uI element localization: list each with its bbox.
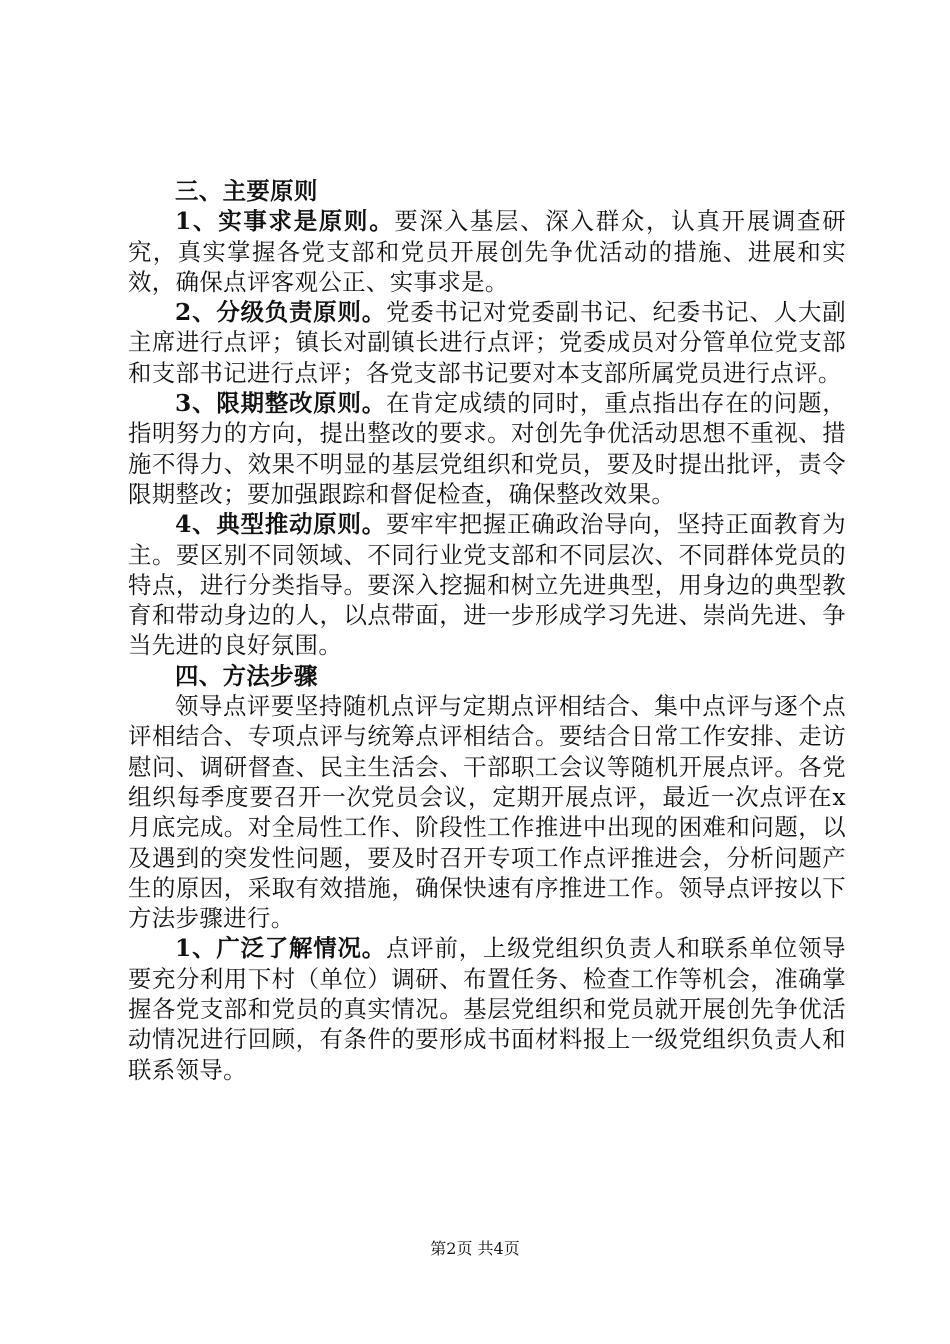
document-body (128, 176, 846, 1085)
paragraph-text: 要牢牢把握正确政治导向，坚持正面教育为主。要区别不同领域、不同行业党支部和不同层次、不同群体党员的特点，进行分类指导。要深入挖掘和树立先进典型，用身边的典型教育和带动身边的人，以点带面，进一步形成学习先进、崇尚先进、争当先进的良好氛围。 (128, 510, 846, 660)
paragraph-lead: 3、限期整改原则。 (175, 389, 386, 418)
page-number-label: 第2页 共4页 (430, 1239, 520, 1258)
paragraph-lead: 1、实事求是原则。 (175, 207, 395, 236)
heading-text: 四、方法步骤 (175, 661, 318, 690)
paragraph-lead: 1、广泛了解情况。 (175, 934, 386, 963)
paragraph-lead: 4、典型推动原则。 (175, 510, 386, 539)
paragraph-text: 在肯定成绩的同时，重点指出存在的问题，指明努力的方向，提出整改的要求。对创先争优活动思想不重视、措施不得力、效果不明显的基层党组织和党员，要及时提出批评，责令限期整改；要加强跟踪和督促检查，确保整改效果。 (128, 389, 846, 508)
paragraph-text: 点评前，上级党组织负责人和联系单位领导要充分利用下村（单位）调研、布置任务、检查工作等机会，准确掌握各党支部和党员的真实情况。基层党组织和党员就开展创先争优活动情况进行回顾，有条件的要形成书面材料报上一级党组织负责人和联系领导。 (128, 934, 846, 1084)
paragraph-principle-1 (128, 206, 846, 297)
paragraph-text: 领导点评要坚持随机点评与定期点评相结合、集中点评与逐个点评相结合、专项点评与统筹点评相结合。要结合日常工作安排、走访慰问、调研督查、民主生活会、干部职工会议等随机开展点评。各党组织每季度要召开一次党员会议，定期开展点评，最近一次点评在x月底完成。对全局性工作、阶段性工作推进中出现的困难和问题，以及遇到的突发性问题，要及时召开专项工作点评推进会，分析问题产生的原因，采取有效措施，确保快速有序推进工作。领导点评按以下方法步骤进行。 (128, 692, 846, 933)
section-heading-methods (128, 661, 846, 691)
paragraph-principle-3 (128, 388, 846, 509)
paragraph-principle-2 (128, 297, 846, 388)
page-footer (0, 1239, 950, 1259)
paragraph-lead: 2、分级负责原则。 (175, 298, 386, 327)
paragraph-principle-4 (128, 509, 846, 660)
paragraph-text: 党委书记对党委副书记、纪委书记、人大副主席进行点评；镇长对副镇长进行点评；党委成员对分管单位党支部和支部书记进行点评；各党支部书记要对本支部所属党员进行点评。 (128, 298, 846, 387)
paragraph-methods-intro (128, 691, 846, 933)
heading-text: 三、主要原则 (175, 177, 318, 205)
paragraph-text: 要深入基层、深入群众，认真开展调查研究，真实掌握各党支部和党员开展创先争优活动的措施、进展和实效，确保点评客观公正、实事求是。 (128, 207, 847, 296)
section-heading-principles (128, 176, 846, 206)
paragraph-method-1 (128, 933, 846, 1084)
